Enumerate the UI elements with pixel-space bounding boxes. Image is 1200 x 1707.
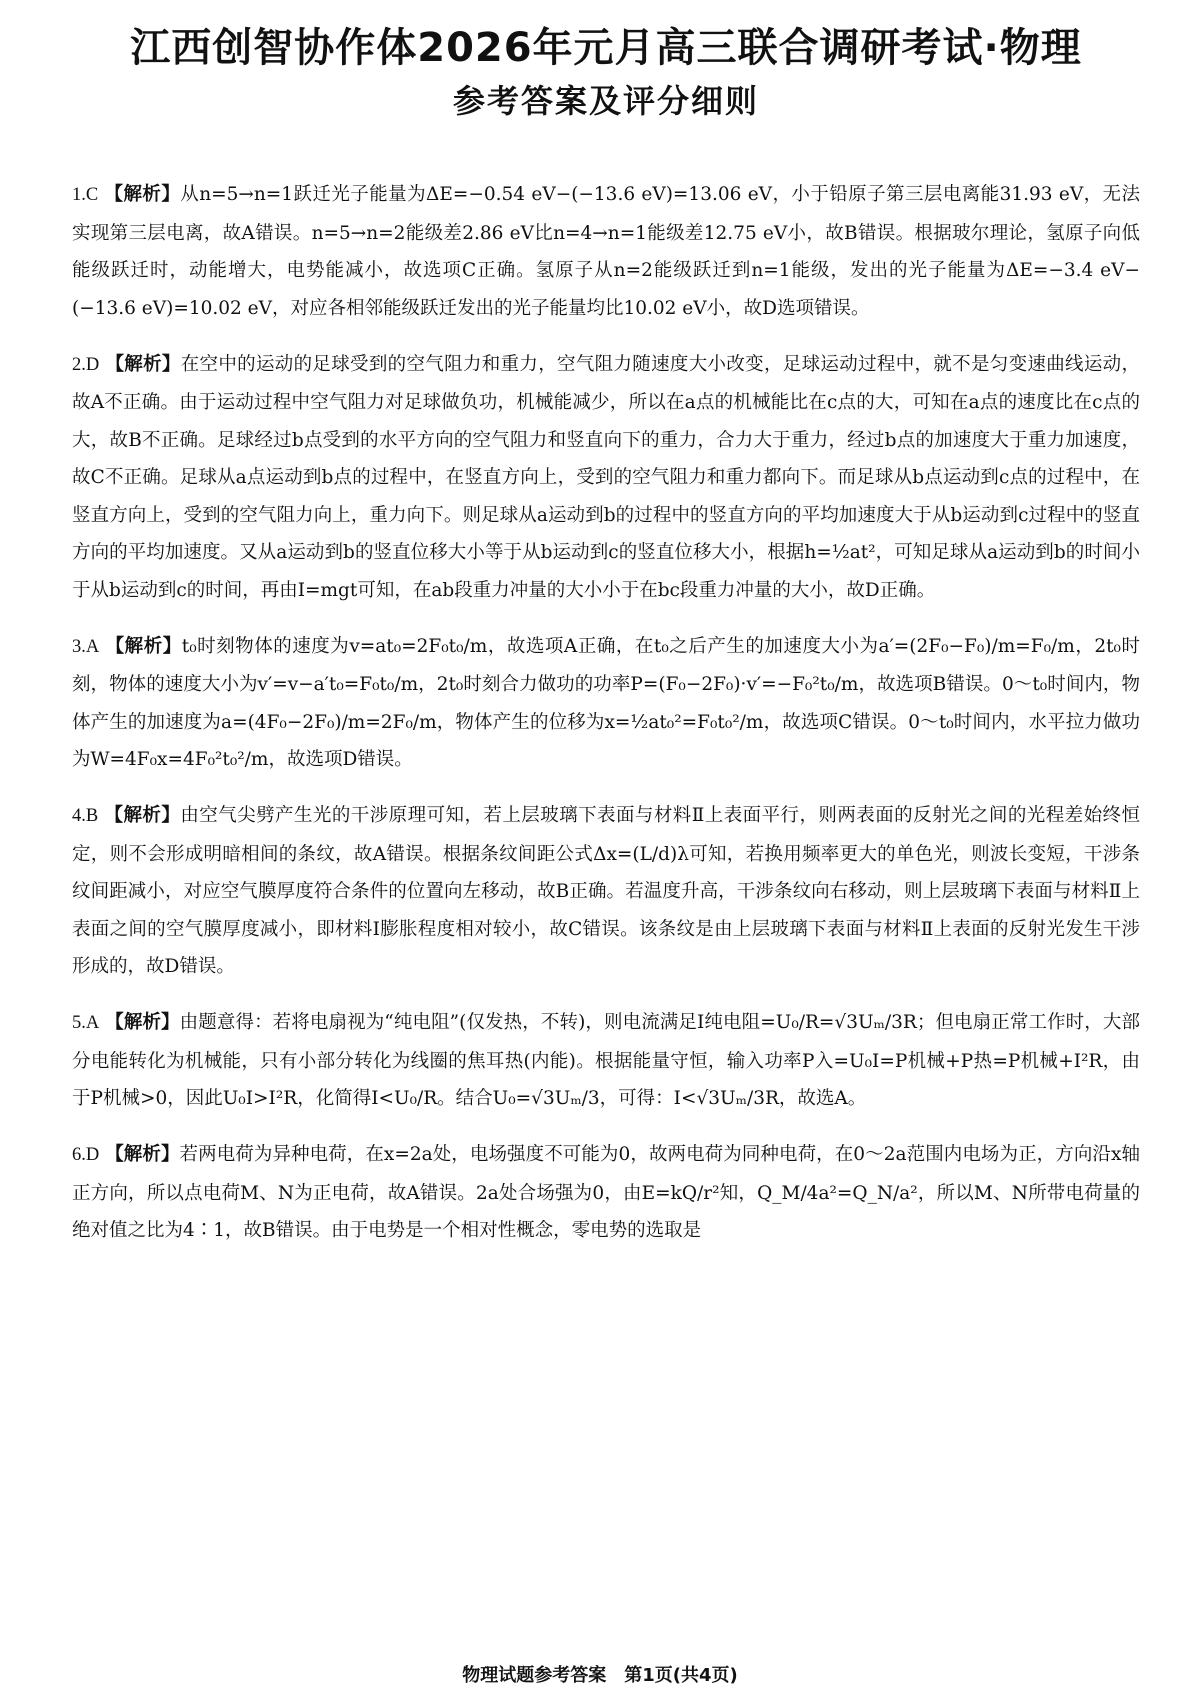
answer-item-2	[72, 346, 1140, 610]
answer-list	[72, 176, 1140, 1250]
answer-choice: D	[85, 1145, 100, 1165]
answer-explanation: 由空气尖劈产生光的干涉原理可知，若上层玻璃下表面与材料Ⅱ上表面平行，则两表面的反射光之间的光程差始终恒定，则不会形成明暗相间的条纹，故A错误。根据条纹间距公式Δx=(L/d)λ可知，若换用频率更大的单色光，则波长变短，干涉条纹间距减小，对应空气膜厚度符合条件的位置向左移动，故B正确。若温度升高，干涉条纹向右移动，则上层玻璃下表面与材料Ⅱ上表面之间的空气膜厚度减小，即材料Ⅰ膨胀程度相对较小，故C错误。该条纹是由上层玻璃下表面与材料Ⅱ上表面的反射光发生干涉形成的，故D错误。	[72, 805, 1140, 977]
answer-explanation: 若两电荷为异种电荷，在x=2a处，电场强度不可能为0，故两电荷为同种电荷，在0～2a范围内电场为正，方向沿x轴正方向，所以点电荷M、N为正电荷，故A错误。2a处合场强为0，由E=kQ/r²知，Q_M/4a²=Q_N/a²，所以M、N所带电荷量的绝对值之比为4∶1，故B错误。由于电势是一个相对性概念，零电势的选取是	[72, 1144, 1140, 1241]
answer-explanation: 在空中的运动的足球受到的空气阻力和重力，空气阻力随速度大小改变，足球运动过程中，就不是匀变速曲线运动，故A不正确。由于运动过程中空气阻力对足球做负功，机械能减少，所以在a点的机械能比在c点的大，可知在a点的速度比在c点的大，故B不正确。足球经过b点受到的水平方向的空气阻力和竖直向下的重力，合力大于重力，经过b点的加速度大于重力加速度，故C不正确。足球从a点运动到b点的过程中，在竖直方向上，受到的空气阻力和重力都向下。而足球从b点运动到c点的过程中，在竖直方向上，受到的空气阻力向上，重力向下。则足球从a运动到b的过程中的竖直方向的平均加速度大于从b运动到c过程中的竖直方向的平均加速度。又从a运动到b的竖直位移大小等于从b运动到c的竖直位移大小，根据h=½at²，可知足球从a运动到b的时间小于从b运动到c的时间，再由I=mgt可知，在ab段重力冲量的大小小于在bc段重力冲量的大小，故D正确。	[72, 353, 1140, 601]
answer-item-4	[72, 797, 1140, 986]
answer-item-6	[72, 1136, 1140, 1250]
answer-explanation: t₀时刻物体的速度为v=at₀=2F₀t₀/m，故选项A正确，在t₀之后产生的加速度大小为a′=(2F₀−F₀)/m=F₀/m，2t₀时刻，物体的速度大小为v′=v−a′t₀=F₀t₀/m，2t₀时刻合力做功的功率P=(F₀−2F₀)·v′=−F₀²t₀/m，故选项B错误。0～t₀时间内，物体产生的加速度为a=(4F₀−2F₀)/m=2F₀/m，物体产生的位移为x=½at₀²=F₀t₀²/m，故选项C错误。0～t₀时间内，水平拉力做功为W=4F₀x=4F₀²t₀²/m，故选项D错误。	[72, 635, 1140, 770]
answer-number: 2.	[72, 354, 86, 375]
analysis-tag: 【解析】	[104, 184, 181, 205]
answer-choice: B	[85, 806, 99, 826]
answer-item-5	[72, 1004, 1140, 1118]
answer-number: 1.	[72, 185, 86, 205]
answer-choice: A	[85, 636, 100, 657]
page-subtitle: 参考答案及评分细则	[452, 82, 759, 120]
answer-item-3	[72, 628, 1140, 779]
answer-number: 6.	[72, 1145, 86, 1165]
analysis-tag: 【解析】	[105, 1012, 180, 1033]
answer-choice: C	[85, 185, 99, 205]
analysis-tag: 【解析】	[105, 1144, 180, 1165]
answer-number: 4.	[72, 806, 86, 826]
analysis-tag: 【解析】	[105, 635, 182, 657]
page-footer: 物理试题参考答案 第1页(共4页)	[462, 1665, 738, 1686]
answer-choice: A	[85, 1013, 100, 1033]
answer-item-1	[72, 176, 1140, 327]
answer-number: 3.	[72, 636, 86, 657]
answer-explanation: 由题意得：若将电扇视为“纯电阻”(仅发热，不转)，则电流满足I纯电阻=U₀/R=√3Uₘ/3R；但电扇正常工作时，大部分电能转化为机械能，只有小部分转化为线圈的焦耳热(内能)。根据能量守恒，输入功率P入=U₀I=P机械+P热=P机械+I²R，由于P机械>0，因此U₀I>I²R，化简得I<U₀/R。结合U₀=√3Uₘ/3，可得：I<√3Uₘ/3R，故选A。	[72, 1012, 1140, 1109]
answer-explanation: 从n=5→n=1跃迁光子能量为ΔE=−0.54 eV−(−13.6 eV)=13.06 eV，小于铅原子第三层电离能31.93 eV，无法实现第三层电离，故A错误。n=5→n=2能级差2.86 eV比n=4→n=1能级差12.75 eV小，故B错误。根据玻尔理论，氢原子向低能级跃迁时，动能增大，电势能减小，故选项C正确。氢原子从n=2能级跃迁到n=1能级，发出的光子能量为ΔE=−3.4 eV−(−13.6 eV)=10.02 eV，对应各相邻能级跃迁发出的光子能量均比10.02 eV小，故D选项错误。	[72, 184, 1140, 319]
answer-choice: D	[85, 354, 100, 375]
page-title: 江西创智协作体2026年元月高三联合调研考试·物理	[130, 25, 1082, 71]
analysis-tag: 【解析】	[104, 805, 181, 826]
answer-number: 5.	[72, 1013, 86, 1033]
analysis-tag: 【解析】	[105, 353, 181, 375]
